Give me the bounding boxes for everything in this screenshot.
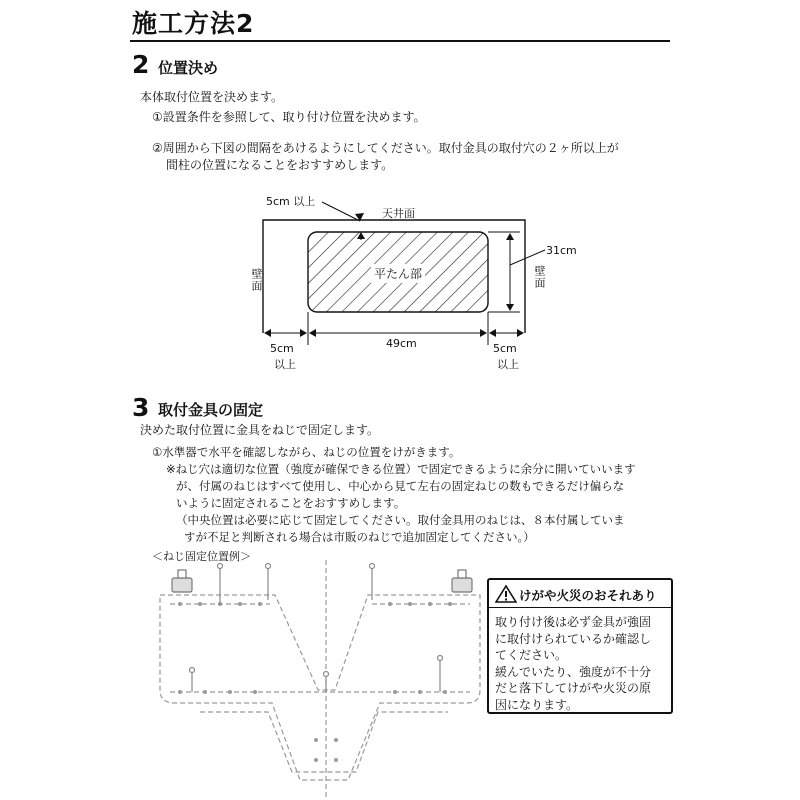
bracket-outline <box>160 595 480 780</box>
width-label: 49cm <box>386 337 417 350</box>
section3-number: 3 <box>132 393 150 422</box>
section2-heading: 位置決め <box>158 59 219 77</box>
warning-triangle-icon <box>495 584 517 604</box>
section2-intro: 本体取付位置を決めます。 <box>140 90 284 104</box>
section3-line4: いように固定されることをおすすめします。 <box>176 496 406 510</box>
left-gap-label-2: 以上 <box>274 358 296 371</box>
warning-line: 因になります。 <box>495 697 579 712</box>
flat-area-label: 平たん部 <box>371 264 425 283</box>
right-gap-label-2: 以上 <box>497 358 519 371</box>
warning-title: けがや火災のおそれあり <box>519 588 657 603</box>
top-gap-label: 5cm 以上 <box>266 195 316 208</box>
section3-line2: ※ねじ穴は適切な位置（強度が確保できる位置）で固定できるように余分に開いていいます <box>166 462 636 476</box>
level-left <box>172 578 192 592</box>
wall-right-label: 壁面 <box>533 265 546 289</box>
warning-box <box>487 578 673 714</box>
level-right <box>452 578 472 592</box>
height-label: 31cm <box>546 244 577 257</box>
warning-divider <box>489 607 671 608</box>
section2-step2-line2: 間柱の位置になることをおすすめします。 <box>166 158 394 172</box>
left-gap-label-1: 5cm <box>270 342 294 355</box>
page-title: 施工方法2 <box>132 9 255 38</box>
section2-number: 2 <box>132 50 150 79</box>
section2-step2-line1: ②周囲から下図の間隔をあけるようにしてください。取付金具の取付穴の２ヶ所以上が <box>152 141 619 155</box>
section2-step1: ①設置条件を参照して、取り付け位置を決めます。 <box>152 110 426 124</box>
section3-line5: （中央位置は必要に応じて固定してください。取付金具用のねじは、８本付属していま <box>176 513 625 527</box>
section3-heading: 取付金具の固定 <box>158 401 264 419</box>
warning-line: 緩んでいたり、強度が不十分 <box>495 664 652 679</box>
warning-line: だと落下してけがや火災の原 <box>495 681 652 695</box>
screw-diagram-caption: ＜ねじ固定位置例＞ <box>152 550 251 563</box>
warning-line: 取り付け後は必ず金具が強固 <box>495 615 652 629</box>
warning-line: てください。 <box>495 648 568 662</box>
wall-left-label: 壁面 <box>250 268 263 292</box>
section3-line1: ①水準器で水平を確認しながら、ねじの位置をけがきます。 <box>152 445 461 459</box>
warning-line: に取付けられているか確認し <box>495 631 652 646</box>
section3-line6: すが不足と判断される場合は市販のねじで追加固定してください。） <box>184 530 535 544</box>
ceiling-label: 天井面 <box>382 207 415 220</box>
warning-body <box>495 614 651 713</box>
section3-line3: が、付属のねじはすべて使用し、中心から見て左右の固定ねじの数もできるだけ偏らな <box>176 479 625 493</box>
section3-intro: 決めた取付位置に金具をねじで固定します。 <box>140 423 380 437</box>
right-gap-label-1: 5cm <box>493 342 517 355</box>
